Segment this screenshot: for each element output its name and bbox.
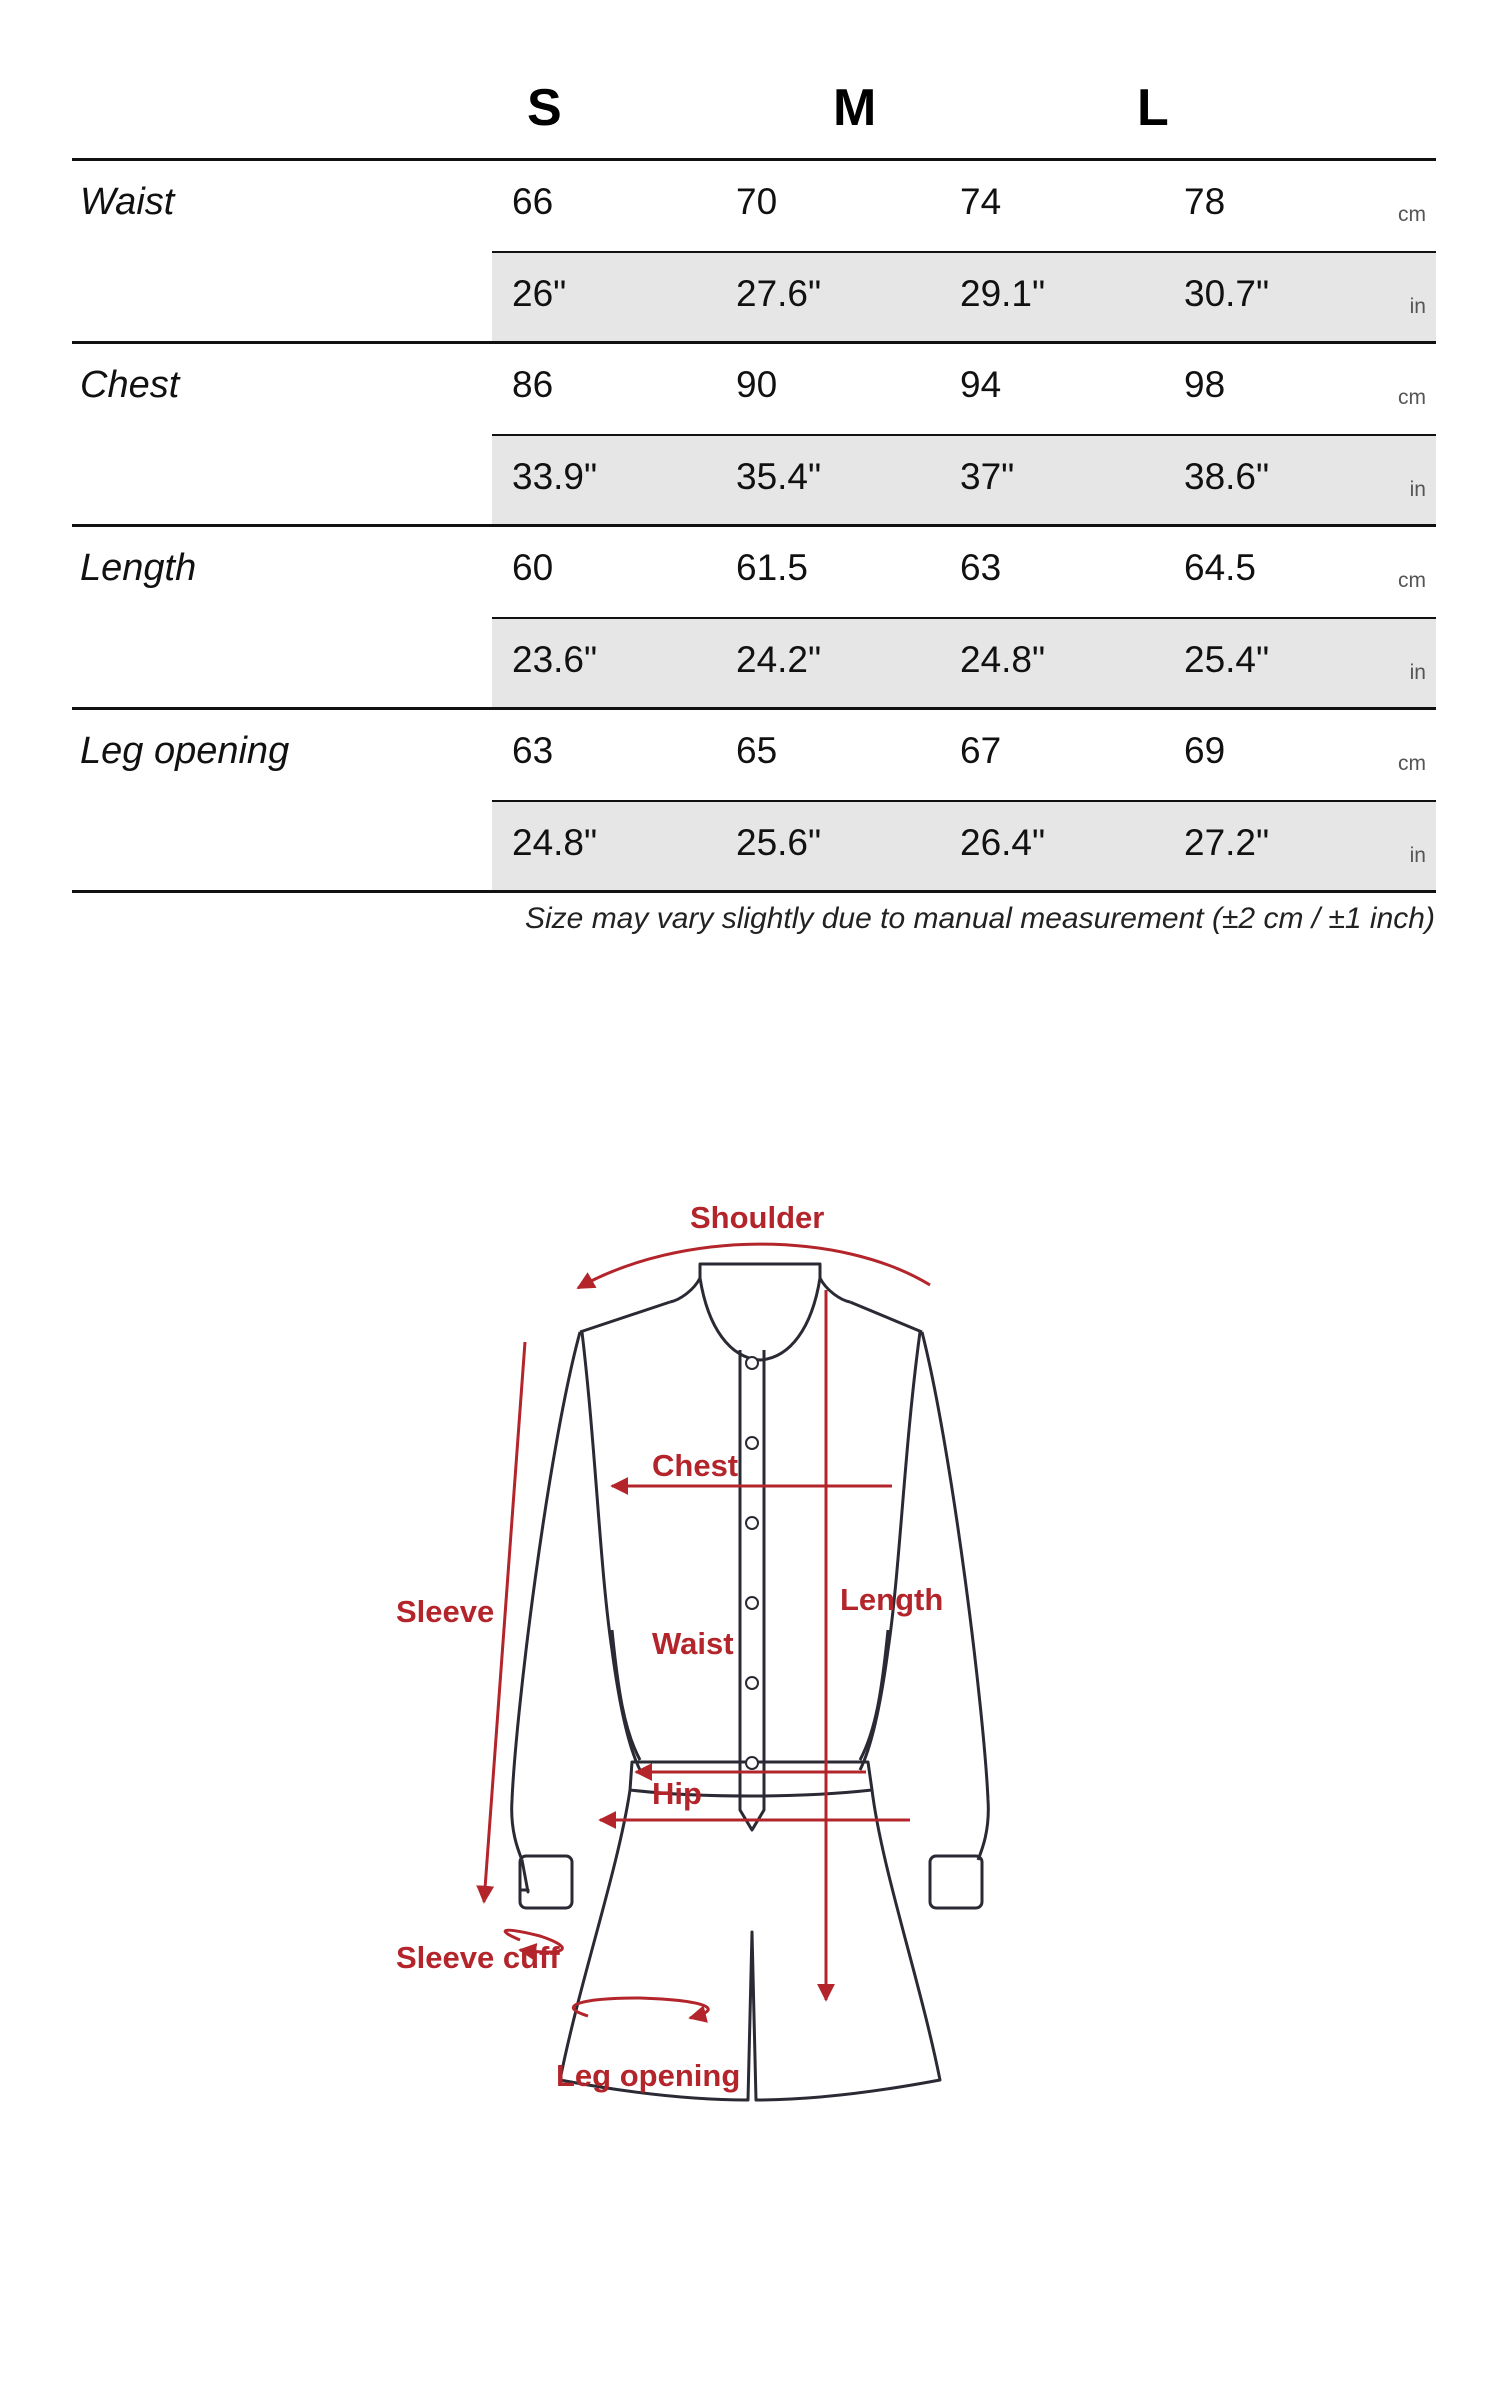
leg-opening-arrow: [573, 1998, 708, 2018]
unit-label: cm: [1398, 752, 1426, 775]
row-label: Waist: [80, 181, 175, 223]
measurement-diagram: [0, 1150, 1500, 2150]
value-cell: 67: [960, 730, 1002, 771]
sleeve-label: Sleeve: [396, 1594, 495, 1629]
value-cell: 64.5: [1184, 547, 1257, 588]
value-cell: 35.4": [736, 456, 822, 497]
value-cell: 26": [512, 273, 567, 314]
value-cell: 70: [736, 181, 778, 222]
unit-label: in: [1409, 478, 1426, 501]
inch-row: [492, 251, 1436, 341]
value-cell: 23.6": [512, 639, 598, 680]
size-header-l: L: [1137, 79, 1169, 137]
unit-label: cm: [1398, 203, 1426, 226]
value-cell: 27.2": [1184, 822, 1270, 863]
row-label: Chest: [80, 364, 180, 406]
value-cell: 74: [960, 181, 1002, 222]
value-cell: 66: [512, 181, 554, 222]
sleeve-cuff-label: Sleeve cuff: [396, 1940, 560, 1975]
size-header-s: S: [527, 79, 562, 137]
buttons: [746, 1357, 758, 1769]
unit-label: in: [1409, 844, 1426, 867]
cm-row: [492, 527, 1436, 617]
value-cell: 63: [960, 547, 1002, 588]
unit-label: in: [1409, 295, 1426, 318]
cm-row: [492, 710, 1436, 800]
table-row-waist: [72, 158, 1436, 341]
inch-row: [492, 434, 1436, 524]
value-cell: 25.6": [736, 822, 822, 863]
value-cell: 60: [512, 547, 554, 588]
unit-label: cm: [1398, 386, 1426, 409]
table-row-chest: [72, 341, 1436, 524]
value-cell: 30.7": [1184, 273, 1270, 314]
cm-row: [492, 161, 1436, 251]
value-cell: 61.5: [736, 547, 809, 588]
shoulder-arrow: [578, 1244, 930, 1288]
table-row-length: [72, 524, 1436, 707]
value-cell: 86: [512, 364, 554, 405]
shoulder-label: Shoulder: [690, 1200, 825, 1235]
hip-label: Hip: [652, 1776, 702, 1811]
value-cell: 38.6": [1184, 456, 1270, 497]
size-table: [72, 158, 1436, 893]
value-cell: 24.8": [512, 822, 598, 863]
value-cell: 29.1": [960, 273, 1046, 314]
table-row-leg-opening: [72, 707, 1436, 893]
value-cell: 63: [512, 730, 554, 771]
value-cell: 78: [1184, 181, 1226, 222]
measurement-note: Size may vary slightly due to manual measurement (±2 cm / ±1 inch): [525, 902, 1435, 935]
value-cell: 94: [960, 364, 1002, 405]
row-label: Leg opening: [80, 730, 290, 772]
value-cell: 24.8": [960, 639, 1046, 680]
unit-label: cm: [1398, 569, 1426, 592]
cm-row: [492, 344, 1436, 434]
waist-label: Waist: [652, 1626, 734, 1661]
size-header-m: M: [833, 79, 877, 137]
value-cell: 90: [736, 364, 778, 405]
leg-opening-label: Leg opening: [556, 2058, 741, 2093]
value-cell: 33.9": [512, 456, 598, 497]
inch-row: [492, 800, 1436, 890]
value-cell: 26.4": [960, 822, 1046, 863]
row-label: Length: [80, 547, 197, 589]
value-cell: 65: [736, 730, 778, 771]
value-cell: 69: [1184, 730, 1226, 771]
inch-row: [492, 617, 1436, 707]
value-cell: 24.2": [736, 639, 822, 680]
value-cell: 98: [1184, 364, 1226, 405]
unit-label: in: [1409, 661, 1426, 684]
value-cell: 37": [960, 456, 1015, 497]
length-label: Length: [840, 1582, 944, 1617]
chest-label: Chest: [652, 1448, 739, 1483]
value-cell: 25.4": [1184, 639, 1270, 680]
value-cell: 27.6": [736, 273, 822, 314]
